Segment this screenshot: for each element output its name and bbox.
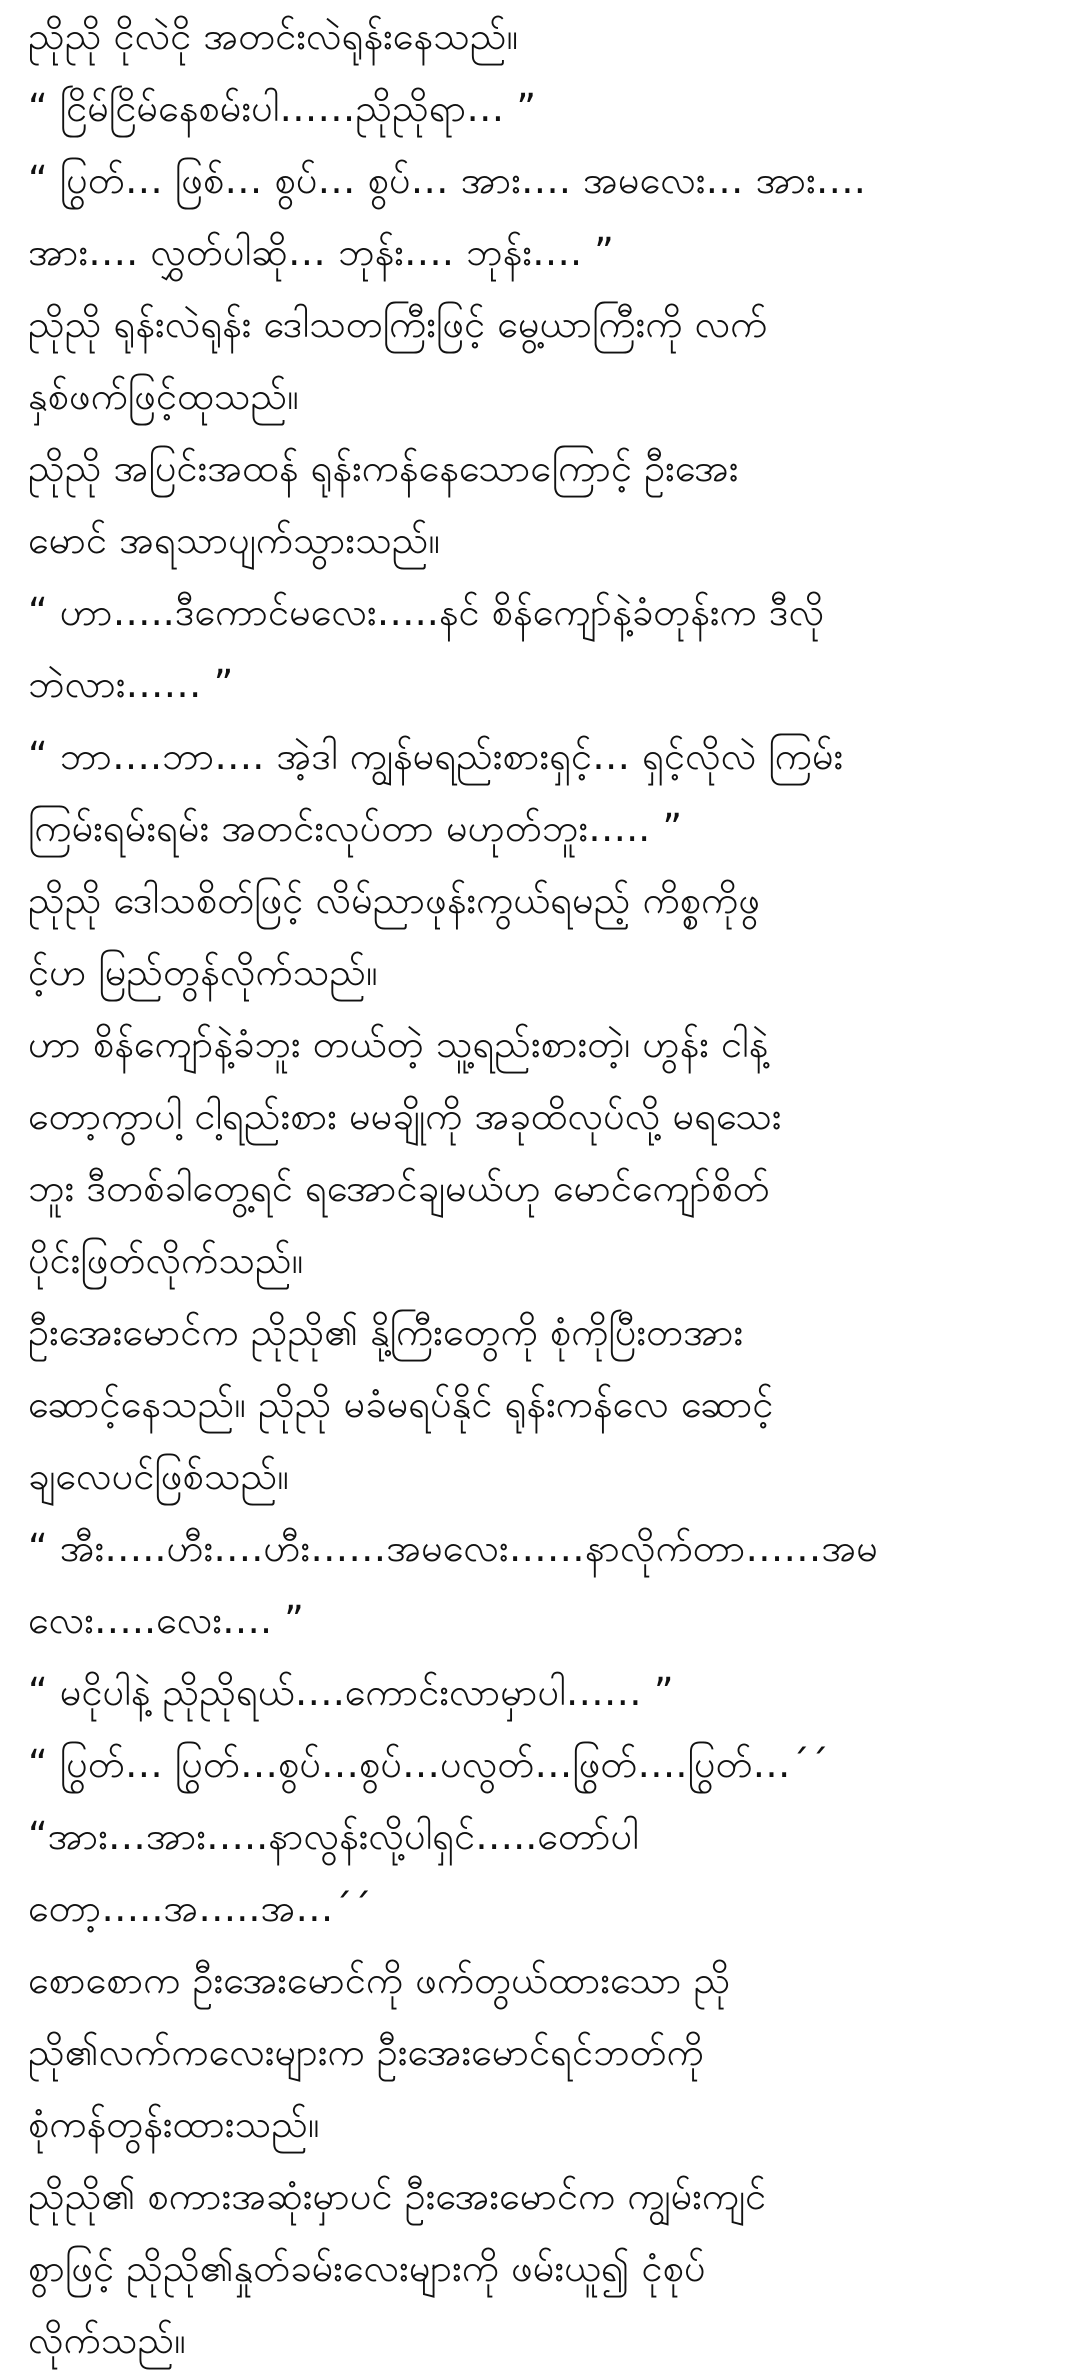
text-line: ညိုညို ရုန်းလဲရုန်း ဒေါသတကြီးဖြင့် မွေ့ယာကြီးကို လက် (28, 302, 768, 346)
text-line: ဆောင့်နေသည်။ ညိုညို မခံမရပ်နိုင် ရုန်းကန်လေ ဆောင့် (28, 1382, 774, 1426)
text-line: “ ဟာ…..ဒီကောင်မလေး…..နင် စိန်ကျော်နဲ့ခံတုန်းက ဒီလို (28, 590, 825, 634)
text-line: ဘူး ဒီတစ်ခါတွေ့ရင် ရအောင်ချမယ်ဟု မောင်ကျော်စိတ် (28, 1166, 770, 1210)
text-line: စုံကန်တွန်းထားသည်။ (28, 2102, 320, 2146)
text-line: လေး…..လေး…. ” (28, 1598, 304, 1642)
text-line: “ အီး…..ဟီး….ဟီး……အမလေး……နာလိုက်တာ……အမ (28, 1526, 879, 1570)
text-line: မောင် အရသာပျက်သွားသည်။ (28, 518, 441, 562)
text-line: အား…. လွှတ်ပါဆို… ဘုန်း…. ဘုန်း…. ” (28, 230, 614, 274)
text-line: င့်ဟ မြည်တွန်လိုက်သည်။ (28, 950, 378, 994)
text-line: ဦးအေးမောင်က ညိုညို၏ နို့ကြီးတွေကို စုံကိုပြီးတအား (28, 1310, 744, 1354)
text-line: လိုက်သည်။ (28, 2318, 186, 2362)
text-line: စောစောက ဦးအေးမောင်ကို ဖက်တွယ်ထားသော ညို (28, 1958, 731, 2002)
text-line: ပိုင်းဖြတ်လိုက်သည်။ (28, 1238, 304, 1282)
text-line: ကြမ်းရမ်းရမ်း အတင်းလုပ်တာ မဟုတ်ဘူး….. ” (28, 806, 683, 850)
text-line: “ ငြိမ်ငြိမ်နေစမ်းပါ……ညိုညိုရာ… ” (28, 86, 537, 130)
text-line: တော့…..အ…..အ…´´ (28, 1886, 372, 1930)
text-line: ဘဲလား…… ” (28, 662, 234, 706)
text-line: တော့ကွာပါ့ ငါ့ရည်းစား မမချိုကို အခုထိလုပ်လို့ မရသေး (28, 1094, 782, 1138)
text-line: “ မငိုပါနဲ့ ညိုညိုရယ်….ကောင်းလာမှာပါ…… ” (28, 1670, 674, 1714)
story-text (28, 0, 1058, 2376)
text-line: “ ပြွတ်… ပြွတ်…စွပ်…စွပ်…ပလွတ်…ဖြွတ်….ပြွတ်…´´ (28, 1742, 829, 1786)
text-line: “အား…အား…..နာလွန်းလို့ပါရှင်…..တော်ပါ (28, 1814, 639, 1858)
text-line: ညိုညို အပြင်းအထန် ရုန်းကန်နေသောကြောင့် ဦးအေး (28, 446, 739, 490)
text-line: စွာဖြင့် ညိုညို၏နှုတ်ခမ်းလေးများကို ဖမ်းယူ၍ ငုံစုပ် (28, 2246, 706, 2290)
text-line: ညိုညို ငိုလဲငို အတင်းလဲရုန်းနေသည်။ (28, 14, 519, 58)
text-line: ဟာ စိန်ကျော်နဲ့ခံဘူး တယ်တဲ့ သူ့ရည်းစားတဲ့၊ ဟွန်း ငါနဲ့ (28, 1022, 769, 1066)
text-line: ညိုညို၏ စကားအဆုံးမှာပင် ဦးအေးမောင်က ကျွမ်းကျင် (28, 2174, 767, 2218)
text-line: နှစ်ဖက်ဖြင့်ထုသည်။ (28, 374, 299, 418)
text-line: “ ပြွတ်… ဖြစ်… စွပ်… စွပ်… အား…. အမလေး… အား…. (28, 158, 866, 202)
text-line: ချလေပင်ဖြစ်သည်။ (28, 1454, 289, 1498)
text-line: “ ဘာ….ဘာ…. အဲ့ဒါ ကျွန်မရည်းစားရှင့်… ရှင့်လိုလဲ ကြမ်း (28, 734, 844, 778)
text-line: ညိုညို ဒေါသစိတ်ဖြင့် လိမ်ညာဖုန်းကွယ်ရမည့် ကိစ္စကိုဖွ (28, 878, 761, 922)
text-line: ညို၏လက်ကလေးများက ဦးအေးမောင်ရင်ဘတ်ကို (28, 2030, 704, 2074)
